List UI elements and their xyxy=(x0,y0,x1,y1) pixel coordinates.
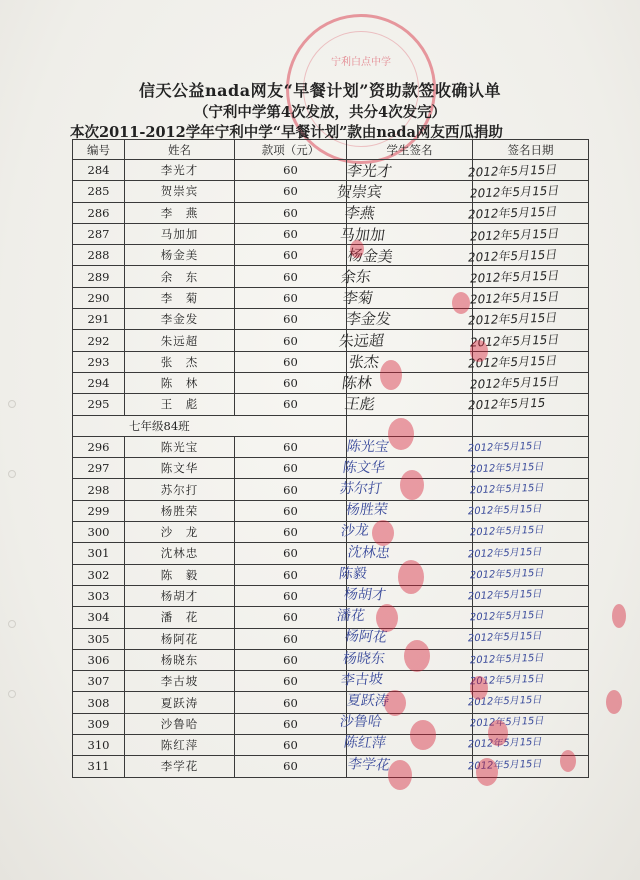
cell-sign-date xyxy=(473,394,589,415)
table-row xyxy=(73,181,589,202)
cell-amount: 60 xyxy=(235,202,347,223)
handwritten-date: 2012年5月15日 xyxy=(466,503,544,518)
cell-amount: 60 xyxy=(235,628,347,649)
cell-amount: 60 xyxy=(235,330,347,351)
cell-amount: 60 xyxy=(235,756,347,777)
cell-id: 296 xyxy=(73,436,125,457)
cell-id: 299 xyxy=(73,500,125,521)
cell-name: 沈林忠 xyxy=(125,543,235,564)
cell-name: 李 菊 xyxy=(125,287,235,308)
table-row xyxy=(73,543,589,564)
cell-name: 陈光宝 xyxy=(125,436,235,457)
cell-name: 余 东 xyxy=(125,266,235,287)
cell-id: 288 xyxy=(73,245,125,266)
cell-id: 286 xyxy=(73,202,125,223)
cell-signature xyxy=(347,223,473,244)
cell-name: 陈 毅 xyxy=(125,564,235,585)
cell-name: 李 燕 xyxy=(125,202,235,223)
cell-signature xyxy=(344,309,473,330)
table-row xyxy=(73,585,589,606)
cell-id: 311 xyxy=(73,756,125,777)
cell-signature xyxy=(347,330,473,351)
table-row xyxy=(73,735,589,756)
cell-name: 李学花 xyxy=(125,756,235,777)
cell-signature xyxy=(347,564,473,585)
cell-id: 294 xyxy=(73,372,125,393)
handwritten-signature: 李光才 xyxy=(345,161,394,181)
handwritten-date: 2012年5月15日 xyxy=(468,567,546,582)
cell-amount: 60 xyxy=(235,479,347,500)
table-row xyxy=(73,160,589,181)
handwritten-date: 2012年5月15日 xyxy=(466,737,544,751)
cell-signature xyxy=(347,372,473,393)
cell-id: 304 xyxy=(73,607,125,628)
table-row xyxy=(73,202,589,223)
cell-id: 289 xyxy=(73,266,125,287)
cell-id: 295 xyxy=(73,394,125,415)
cell-amount: 60 xyxy=(235,372,347,393)
cell-name: 张 杰 xyxy=(125,351,235,372)
cell-signature xyxy=(347,756,473,777)
handwritten-date: 2012年5月15 xyxy=(466,395,547,413)
punch-hole xyxy=(8,470,16,478)
handwritten-date: 2012年5月15日 xyxy=(466,546,544,560)
cell-amount: 60 xyxy=(235,500,347,521)
cell-name: 贺崇宾 xyxy=(125,181,235,202)
handwritten-date: 2012年5月15日 xyxy=(466,440,544,454)
cell-sign-date xyxy=(473,245,589,266)
cell-amount: 60 xyxy=(235,160,347,181)
cell-name: 李古坡 xyxy=(125,671,235,692)
cell-id: 308 xyxy=(73,692,125,713)
cell-amount: 60 xyxy=(235,309,347,330)
cell-signature xyxy=(347,735,473,756)
cell-name: 杨金美 xyxy=(125,245,235,266)
cell-signature xyxy=(347,287,473,308)
cell-name: 李光才 xyxy=(125,160,235,181)
punch-hole xyxy=(8,690,16,698)
cell-signature xyxy=(347,628,473,649)
cell-id: 310 xyxy=(73,735,125,756)
cell-signature xyxy=(347,351,473,372)
class-section xyxy=(73,415,589,436)
cell-signature xyxy=(347,649,473,670)
handwritten-signature: 贺崇宾 xyxy=(335,183,384,202)
handwritten-signature: 李菊 xyxy=(341,289,375,308)
column-header-sign-date: 签名日期 xyxy=(473,140,589,160)
cell-name: 夏跃涛 xyxy=(125,692,235,713)
cell-sign-date xyxy=(473,692,589,713)
document-title: 信天公益nada网友“早餐计划”资助款签收确认单 xyxy=(139,81,501,100)
cell-id: 305 xyxy=(73,628,125,649)
handwritten-date: 2012年5月15日 xyxy=(466,247,559,265)
handwritten-signature: 沙龙 xyxy=(340,522,370,540)
cell-sign-date xyxy=(473,522,589,543)
cell-signature xyxy=(347,245,473,266)
handwritten-date: 2012年5月15日 xyxy=(466,631,544,645)
handwritten-signature: 李燕 xyxy=(343,203,377,223)
cell-signature xyxy=(347,671,473,692)
handwritten-signature: 朱远超 xyxy=(337,331,386,351)
handwritten-signature: 沙鲁哈 xyxy=(338,714,383,731)
handwritten-date: 2012年5月15日 xyxy=(468,268,561,286)
cell-name: 陈文华 xyxy=(125,458,235,479)
cell-signature xyxy=(347,458,473,479)
cell-signature xyxy=(347,266,473,287)
handwritten-signature: 杨胜荣 xyxy=(344,502,389,519)
handwritten-date: 2012年5月15日 xyxy=(466,310,559,328)
table-row xyxy=(73,372,589,393)
table-row xyxy=(73,351,589,372)
handwritten-date: 2012年5月15日 xyxy=(466,694,544,709)
handwritten-signature: 李古坡 xyxy=(340,671,384,689)
cell-id: 307 xyxy=(73,671,125,692)
handwritten-date: 2012年5月15日 xyxy=(468,461,546,476)
handwritten-date: 2012年5月15日 xyxy=(468,715,546,730)
table-cell xyxy=(347,415,473,436)
cell-signature xyxy=(347,692,473,713)
cell-sign-date xyxy=(473,585,589,606)
handwritten-signature: 余东 xyxy=(340,267,372,287)
seal-text: 宁利白点中学 xyxy=(331,57,391,68)
table-row xyxy=(73,756,589,777)
cell-sign-date xyxy=(473,479,589,500)
cell-name: 沙鲁哈 xyxy=(125,713,235,734)
table-row xyxy=(73,330,589,351)
table-row xyxy=(73,564,589,585)
handwritten-date: 2012年5月15日 xyxy=(466,758,544,772)
cell-id: 298 xyxy=(73,479,125,500)
cell-amount: 60 xyxy=(235,522,347,543)
column-header-id: 编号 xyxy=(73,140,125,160)
column-header-signature: 学生签名 xyxy=(347,140,473,160)
cell-id: 297 xyxy=(73,458,125,479)
punch-hole xyxy=(8,400,16,408)
class-header-row xyxy=(73,415,589,436)
handwritten-date: 2012年5月15日 xyxy=(468,673,546,688)
cell-signature xyxy=(347,394,473,415)
table-body-part-2 xyxy=(73,436,589,777)
table-row xyxy=(73,671,589,692)
cell-id: 309 xyxy=(73,713,125,734)
table-row xyxy=(73,713,589,734)
cell-amount: 60 xyxy=(235,671,347,692)
cell-amount: 60 xyxy=(235,692,347,713)
cell-signature xyxy=(347,543,473,564)
cell-signature xyxy=(347,585,473,606)
cell-signature xyxy=(347,202,473,223)
cell-amount: 60 xyxy=(235,266,347,287)
class-label: 七年级84班 xyxy=(73,415,347,436)
cell-name: 王 彪 xyxy=(125,394,235,415)
cell-name: 沙 龙 xyxy=(125,522,235,543)
punch-hole xyxy=(8,620,16,628)
handwritten-signature: 陈文华 xyxy=(341,459,386,476)
cell-name: 苏尔打 xyxy=(125,479,235,500)
column-header-name: 姓名 xyxy=(125,140,235,160)
handwritten-signature: 潘花 xyxy=(335,608,366,625)
cell-id: 303 xyxy=(73,585,125,606)
cell-amount: 60 xyxy=(235,436,347,457)
cell-amount: 60 xyxy=(235,735,347,756)
cell-sign-date xyxy=(473,160,589,181)
cell-amount: 60 xyxy=(235,245,347,266)
handwritten-signature: 苏尔打 xyxy=(338,481,383,497)
handwritten-signature: 杨胡才 xyxy=(342,586,388,604)
sign-off-table xyxy=(72,139,589,778)
cell-sign-date xyxy=(473,436,589,457)
cell-id: 293 xyxy=(73,351,125,372)
cell-id: 300 xyxy=(73,522,125,543)
handwritten-signature: 杨金美 xyxy=(346,246,395,266)
handwritten-signature: 陈光宝 xyxy=(345,438,391,455)
cell-sign-date xyxy=(473,756,589,777)
handwritten-signature: 陈毅 xyxy=(337,565,368,583)
cell-name: 杨晓东 xyxy=(125,649,235,670)
cell-id: 287 xyxy=(73,223,125,244)
cell-id: 291 xyxy=(73,309,125,330)
handwritten-signature: 杨阿花 xyxy=(343,628,389,647)
cell-signature xyxy=(347,479,473,500)
handwritten-date: 2012年5月15日 xyxy=(468,289,561,307)
cell-sign-date xyxy=(473,330,589,351)
document-subtitle: （宁利中学第4次发放，共分4次发完） xyxy=(193,104,447,121)
cell-id: 285 xyxy=(73,181,125,202)
cell-sign-date xyxy=(473,351,589,372)
cell-signature xyxy=(347,522,473,543)
cell-sign-date xyxy=(473,671,589,692)
handwritten-signature: 李学花 xyxy=(346,755,392,774)
cell-sign-date xyxy=(473,500,589,521)
handwritten-date: 2012年5月15日 xyxy=(468,609,546,624)
cell-signature xyxy=(347,181,473,202)
handwritten-date: 2012年5月15日 xyxy=(468,183,561,201)
table-row xyxy=(73,223,589,244)
cell-amount: 60 xyxy=(235,585,347,606)
cell-signature xyxy=(347,436,473,457)
cell-sign-date xyxy=(473,628,589,649)
handwritten-signature: 陈林 xyxy=(340,373,374,393)
cell-sign-date xyxy=(473,458,589,479)
cell-sign-date xyxy=(473,223,589,244)
cell-amount: 60 xyxy=(235,223,347,244)
cell-id: 301 xyxy=(73,543,125,564)
cell-name: 潘 花 xyxy=(125,607,235,628)
cell-name: 杨胡才 xyxy=(125,585,235,606)
handwritten-signature: 张杰 xyxy=(347,352,381,371)
cell-id: 306 xyxy=(73,649,125,670)
handwritten-signature: 李金发 xyxy=(344,310,393,329)
table-row xyxy=(73,607,589,628)
cell-signature xyxy=(344,500,473,521)
table-row xyxy=(73,309,589,330)
cell-id: 290 xyxy=(73,287,125,308)
table-row xyxy=(73,436,589,457)
cell-amount: 60 xyxy=(235,713,347,734)
cell-name: 马加加 xyxy=(125,223,235,244)
cell-signature xyxy=(347,607,473,628)
cell-sign-date xyxy=(473,287,589,308)
handwritten-date: 2012年5月15日 xyxy=(468,225,561,244)
handwritten-signature: 王彪 xyxy=(343,394,377,414)
table-row xyxy=(73,649,589,670)
cell-amount: 60 xyxy=(235,458,347,479)
cell-sign-date xyxy=(473,735,589,756)
handwritten-date: 2012年5月15日 xyxy=(468,482,546,497)
cell-amount: 60 xyxy=(235,394,347,415)
cell-signature xyxy=(347,713,473,734)
table-row xyxy=(73,266,589,287)
cell-name: 杨阿花 xyxy=(125,628,235,649)
cell-sign-date xyxy=(473,607,589,628)
handwritten-signature: 马加加 xyxy=(338,225,387,244)
handwritten-date: 2012年5月15日 xyxy=(468,652,546,666)
cell-name: 陈 林 xyxy=(125,372,235,393)
cell-amount: 60 xyxy=(235,181,347,202)
table-row xyxy=(73,394,589,415)
table-row xyxy=(73,628,589,649)
cell-name: 陈红萍 xyxy=(125,735,235,756)
table-row xyxy=(73,458,589,479)
handwritten-signature: 杨晓东 xyxy=(341,650,386,667)
cell-amount: 60 xyxy=(235,607,347,628)
cell-amount: 60 xyxy=(235,287,347,308)
handwritten-date: 2012年5月15日 xyxy=(468,374,561,392)
table-body-part-1 xyxy=(73,160,589,416)
column-header-amount: 款项（元） xyxy=(235,140,347,160)
donation-caption: 本次2011-2012学年宁利中学“早餐计划”款由nada网友西瓜捐助 xyxy=(70,124,503,141)
table-row xyxy=(73,500,589,521)
handwritten-date: 2012年5月15日 xyxy=(466,353,559,371)
table-row xyxy=(73,245,589,266)
table-row xyxy=(73,479,589,500)
cell-id: 284 xyxy=(73,160,125,181)
cell-name: 李金发 xyxy=(125,309,235,330)
handwritten-date: 2012年5月15日 xyxy=(466,204,559,222)
cell-amount: 60 xyxy=(235,543,347,564)
cell-id: 302 xyxy=(73,564,125,585)
cell-sign-date xyxy=(473,372,589,393)
cell-sign-date xyxy=(473,181,589,202)
table-header-row xyxy=(73,140,589,160)
cell-name: 朱远超 xyxy=(125,330,235,351)
table-row xyxy=(73,692,589,713)
handwritten-date: 2012年5月15日 xyxy=(468,331,561,350)
cell-sign-date xyxy=(473,309,589,330)
cell-id: 292 xyxy=(73,330,125,351)
cell-amount: 60 xyxy=(235,351,347,372)
cell-sign-date xyxy=(473,202,589,223)
cell-sign-date xyxy=(473,564,589,585)
table-row xyxy=(73,522,589,543)
cell-sign-date xyxy=(473,266,589,287)
handwritten-signature: 陈红萍 xyxy=(342,735,388,752)
cell-amount: 60 xyxy=(235,564,347,585)
cell-name: 杨胜荣 xyxy=(125,500,235,521)
table-row xyxy=(73,287,589,308)
table-cell xyxy=(473,415,589,436)
cell-sign-date xyxy=(473,649,589,670)
handwritten-date: 2012年5月15日 xyxy=(466,162,559,180)
cell-sign-date xyxy=(473,713,589,734)
cell-sign-date xyxy=(473,543,589,564)
handwritten-signature: 沈林忠 xyxy=(346,543,392,562)
handwritten-date: 2012年5月15日 xyxy=(468,525,546,539)
cell-signature xyxy=(347,160,473,181)
handwritten-signature: 夏跃涛 xyxy=(345,692,391,710)
handwritten-date: 2012年5月15日 xyxy=(466,588,544,603)
cell-amount: 60 xyxy=(235,649,347,670)
